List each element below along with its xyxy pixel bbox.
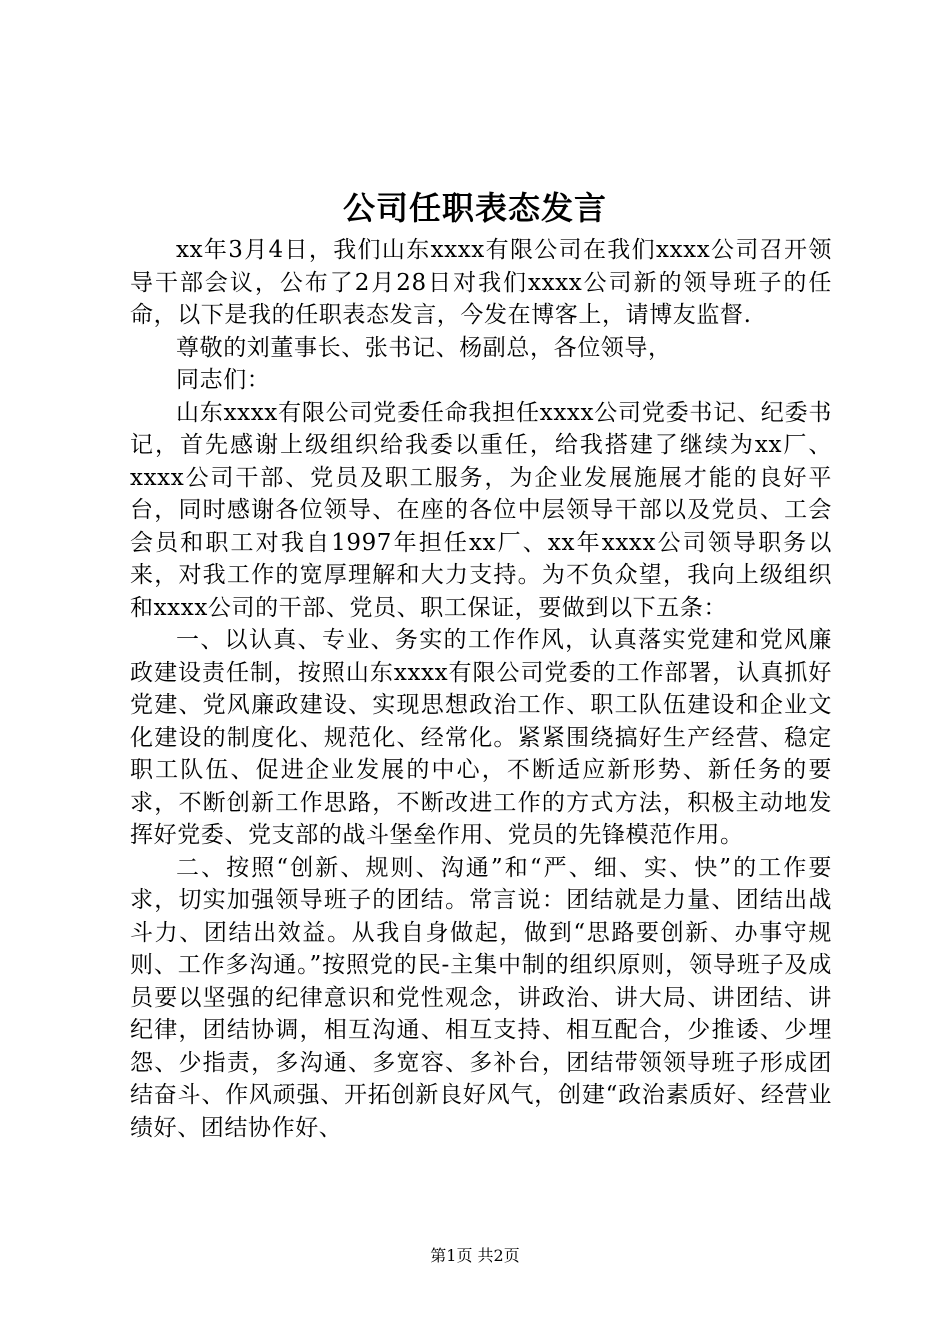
- paragraph-salutation: 尊敬的刘董事长、张书记、杨副总，各位领导，: [176, 334, 672, 361]
- document-title: 公司任职表态发言: [342, 189, 607, 227]
- paragraph-greeting: 同志们：: [176, 367, 271, 393]
- paragraph-point-two: 二、按照“创新、规则、沟通”和“严、细、实、快”的工作要求，切实加强领导班子的团结。常言说：团结就是力量、团结出战斗力、团结出效益。从我自身做起，做到“思路要创新、办事守规则、工作多沟通。”按照党的民-主集中制的组织原则，领导班子及成员要以坚强的纪律意识和党性观念，讲政治、讲大局、讲团结、讲纪律，团结协调，相互沟通、相互支持、相互配合，少推诿、少埋怨、少指责，多沟通、多宽容、多补台，团结带领领导班子形成团结奋斗、作风顽强、开拓创新良好风气，创建“政治素质好、经营业绩好、团结协作好、: [130, 854, 832, 1141]
- paragraph-intro: xx年3月4日，我们山东xxxx有限公司在我们xxxx公司召开领导干部会议，公布了2月28日对我们xxxx公司新的领导班子的任命，以下是我的任职表态发言，今发在博客上，请博友监督.: [130, 237, 832, 328]
- paragraph-point-one: 一、以认真、专业、务实的工作作风，认真落实党建和党风廉政建设责任制，按照山东xxxx有限公司党委的工作部署，认真抓好党建、党风廉政建设、实现思想政治工作、职工队伍建设和企业文化建设的制度化、规范化、经常化。紧紧围绕搞好生产经营、稳定职工队伍、促进企业发展的中心，不断适应新形势、新任务的要求，不断创新工作思路，不断改进工作的方式方法，积极主动地发挥好党委、党支部的战斗堡垒作用、党员的先锋模范作用。: [130, 627, 832, 848]
- paragraph-appointment: 山东xxxx有限公司党委任命我担任xxxx公司党委书记、纪委书记，首先感谢上级组织给我委以重任，给我搭建了继续为xx厂、xxxx公司干部、党员及职工服务，为企业发展施展才能的良好平台，同时感谢各位领导、在座的各位中层领导干部以及党员、工会会员和职工对我自1997年担任xx厂、xx年xxxx公司领导职务以来，对我工作的宽厚理解和大力支持。为不负众望，我向上级组织和xxxx公司的干部、党员、职工保证，要做到以下五条：: [130, 399, 832, 621]
- document-body: [130, 234, 832, 1144]
- page-footer: 第1页 共2页: [430, 1246, 520, 1265]
